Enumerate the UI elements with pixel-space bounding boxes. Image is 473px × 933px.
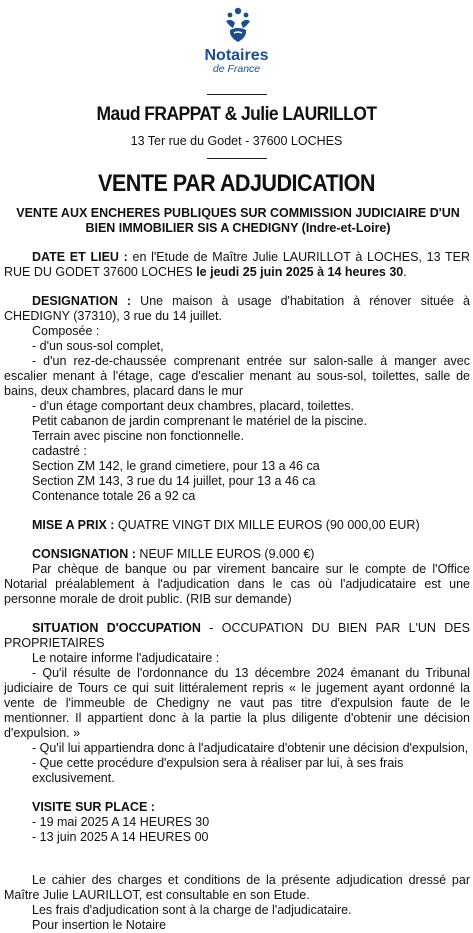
footer-frais: Les frais d'adjudication sont à la charge de l'adjudicataire.	[32, 903, 352, 917]
notice-body	[4, 250, 470, 933]
situation-section	[4, 621, 470, 651]
mise-label: MISE A PRIX :	[32, 518, 115, 532]
consignation-label: CONSIGNATION :	[32, 547, 136, 561]
designation-cabanon: Petit cabanon de jardin comprenant le matériel de la piscine.	[32, 414, 367, 428]
designation-label: DESIGNATION :	[32, 294, 132, 308]
designation-composee: Composée :	[32, 324, 100, 338]
top-divider	[207, 94, 267, 95]
designation-item-2: - d'un rez-de-chaussée comprenant entrée sur salon-salle à manger avec escalier menant à l'étage, cage d'escalier menant au sous-sol, toilettes, salle de bains, deux chambres, placard dans le mur	[4, 354, 470, 398]
situation-point-3: - Que cette procédure d'expulsion sera à réaliser par lui, à ses frais exclusivement.	[32, 756, 404, 785]
designation-item-3: - d'un étage comportant deux chambres, placard, toilettes.	[32, 399, 355, 413]
date-label: DATE ET LIEU :	[32, 250, 128, 264]
date-bold: le jeudi 25 juin 2025 à 14 heures 30	[196, 265, 404, 279]
consignation-section	[4, 547, 470, 562]
subtitle-line-2: BIEN IMMOBILIER SIS A CHEDIGNY (Indre-et-Loire)	[85, 221, 391, 235]
consignation-text: NEUF MILLE EUROS (9.000 €)	[135, 547, 315, 561]
footer-cahier: Le cahier des charges et conditions de la présente adjudication dressé par Maître Julie LAURILLOT, est consultable en son Etude.	[4, 873, 470, 902]
visite-date-2: - 13 juin 2025 A 14 HEURES 00	[32, 830, 209, 844]
situation-point-2: - Qu'il lui appartiendra donc à l'adjudicataire d'obtenir une décision d'expulsion,	[32, 741, 469, 755]
designation-item-1: - d'un sous-sol complet,	[32, 339, 164, 353]
designation-section-1: Section ZM 142, le grand cimetiere, pour 13 a 46 ca	[32, 459, 320, 473]
page-title: VENTE PAR ADJUDICATION	[98, 170, 375, 197]
situation-label: SITUATION D'OCCUPATION	[32, 621, 201, 635]
date-text: en l'Etude de Maître Julie LAURILLOT à LOCHES, 13 TER RUE DU GODET 37600 LOCHES	[4, 250, 470, 279]
designation-text: Une maison à usage d'habitation à rénover située à CHEDIGNY (37310), 3 rue du 14 juillet.	[4, 294, 470, 323]
visite-section	[4, 800, 470, 815]
mise-text: QUATRE VINGT DIX MILLE EUROS (90 000,00 EUR)	[114, 518, 420, 532]
situation-point-1: - Qu'il résulte de l'ordonnance du 13 décembre 2024 émanant du Tribunal judiciaire de Tours ce qui suit littéralement repris « le jugement ayant ordonné la vente de l'immeuble de Chedigny ne vaut pas titre d'expulsion faute de le mentionner. Il appartient donc à la partie la plus diligente d'obtenir une décision d'expulsion. »	[4, 666, 470, 740]
notaires-logo	[0, 6, 473, 75]
mise-section	[4, 518, 470, 533]
situation-informe: Le notaire informe l'adjudicataire :	[32, 651, 220, 665]
designation-cadastre: cadastré :	[32, 444, 87, 458]
date-section	[4, 250, 470, 280]
footer-insertion: Pour insertion le Notaire	[32, 918, 167, 932]
visite-date-1: - 19 mai 2025 A 14 HEURES 30	[32, 815, 210, 829]
subtitle-line-1: VENTE AUX ENCHERES PUBLIQUES SUR COMMISSION JUDICIAIRE D'UN	[16, 206, 460, 220]
logo-subtitle: de France	[212, 63, 261, 75]
designation-section	[4, 294, 470, 324]
sale-subtitle	[8, 206, 468, 236]
logo-title: Notaires	[204, 47, 269, 64]
situation-text: - OCCUPATION DU BIEN PAR L'UN DES PROPRIETAIRES	[4, 621, 470, 650]
visite-label: VISITE SUR PLACE :	[32, 800, 155, 814]
designation-contenance: Contenance totale 26 a 92 ca	[32, 489, 196, 503]
date-end: .	[403, 265, 407, 279]
notary-names: Maud FRAPPAT & Julie LAURILLOT	[96, 104, 377, 125]
bottom-divider	[207, 158, 267, 159]
designation-section-2: Section ZM 143, 3 rue du 14 juillet, pour 13 a 46 ca	[32, 474, 316, 488]
consignation-detail: Par chèque de banque ou par virement bancaire sur le compte de l'Office Notarial préalablement à l'adjudication dans le cas où l'adjudicataire est une personne morale de droit public. (RIB sur demande)	[4, 562, 470, 606]
office-address: 13 Ter rue du Godet - 37600 LOCHES	[130, 134, 343, 148]
notaires-emblem-icon	[217, 6, 257, 46]
designation-terrain: Terrain avec piscine non fonctionnelle.	[32, 429, 244, 443]
